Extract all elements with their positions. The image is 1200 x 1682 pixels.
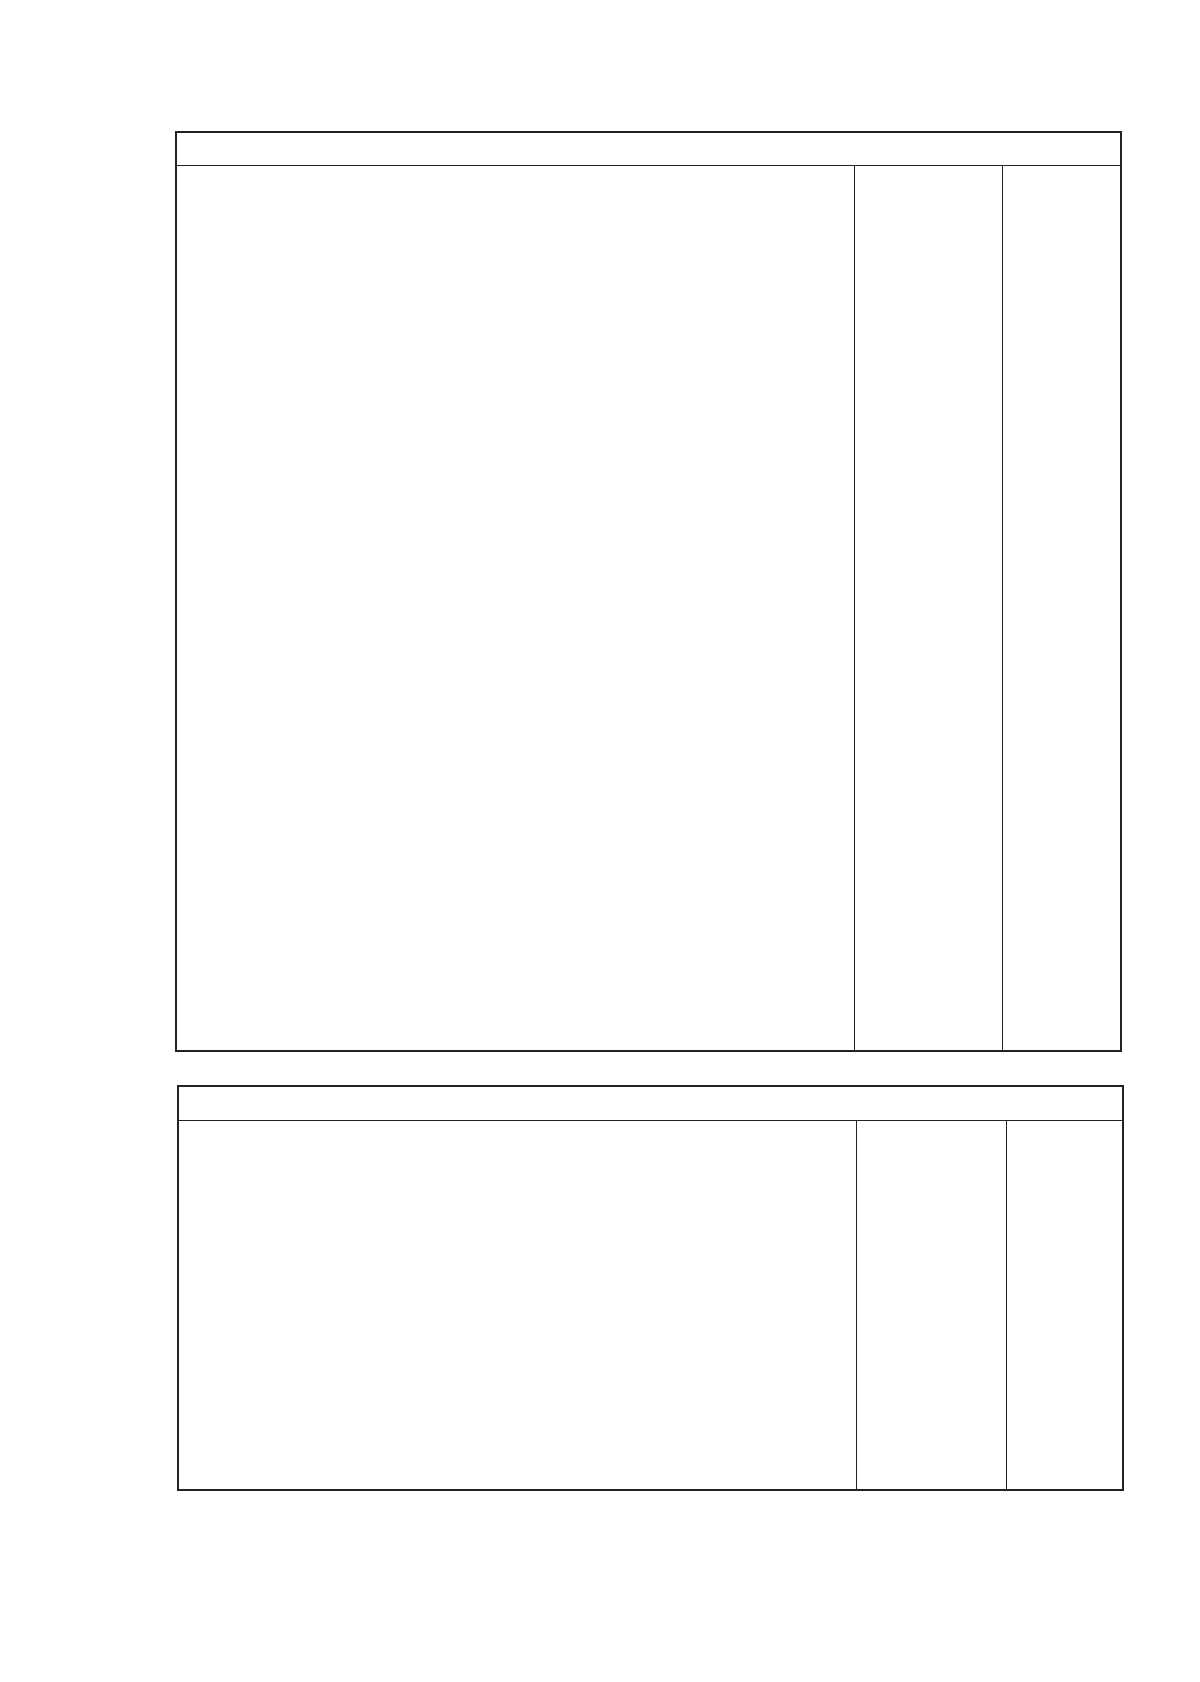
column-divider	[1006, 1120, 1007, 1489]
column-divider	[856, 1120, 857, 1489]
food-supplies-table	[175, 131, 1122, 1052]
materials-table-header	[179, 1087, 1122, 1121]
food-table-header	[177, 133, 1120, 166]
column-divider	[1002, 165, 1003, 1050]
building-materials-table	[177, 1085, 1124, 1491]
column-divider	[854, 165, 855, 1050]
